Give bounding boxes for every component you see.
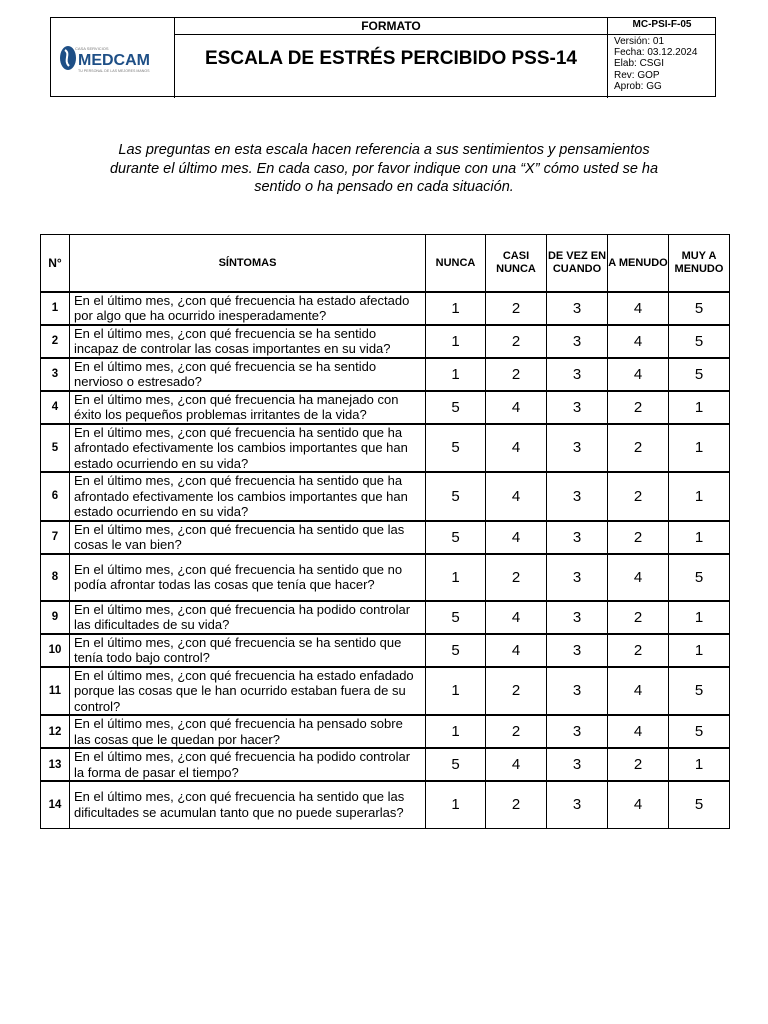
item-number: 2 — [41, 325, 70, 358]
item-number: 6 — [41, 472, 70, 521]
item-number: 9 — [41, 601, 70, 634]
document-meta — [608, 35, 716, 92]
title-cell — [175, 18, 608, 98]
item-number: 12 — [41, 715, 70, 748]
logo-cell — [51, 18, 175, 98]
score-casi-nunca[interactable]: 4 — [486, 634, 547, 667]
medcam-logo — [57, 42, 169, 82]
score-a-menudo[interactable]: 2 — [608, 601, 669, 634]
score-muy-a-menudo[interactable]: 5 — [669, 667, 730, 716]
document-meta-cell — [608, 18, 716, 98]
score-a-menudo[interactable]: 4 — [608, 715, 669, 748]
col-header-number: N° — [41, 235, 70, 292]
score-muy-a-menudo[interactable]: 1 — [669, 424, 730, 473]
score-nunca[interactable]: 1 — [426, 554, 486, 601]
table-row — [41, 325, 730, 358]
col-header-symptoms: SÍNTOMAS — [70, 235, 426, 292]
item-number: 1 — [41, 292, 70, 325]
item-question: En el último mes, ¿con qué frecuencia ha estado enfadado porque las cosas que le han ocurrido estaban fuera de su control? — [70, 667, 426, 716]
score-nunca[interactable]: 5 — [426, 424, 486, 473]
item-question: En el último mes, ¿con qué frecuencia ha pensado sobre las cosas que le quedan por hacer? — [70, 715, 426, 748]
score-de-vez-en-cuando[interactable]: 3 — [547, 325, 608, 358]
table-row — [41, 358, 730, 391]
meta-version: Versión: 01 — [614, 36, 665, 47]
meta-elab: Elab: CSGI — [614, 58, 665, 70]
score-muy-a-menudo[interactable]: 1 — [669, 391, 730, 424]
col-header-a-menudo: A MENUDO — [608, 235, 669, 292]
score-casi-nunca[interactable]: 2 — [486, 292, 547, 325]
score-muy-a-menudo[interactable]: 5 — [669, 292, 730, 325]
item-question: En el último mes, ¿con qué frecuencia se ha sentido nervioso o estresado? — [70, 358, 426, 391]
item-number: 4 — [41, 391, 70, 424]
document-header — [50, 17, 716, 97]
document-title: ESCALA DE ESTRÉS PERCIBIDO PSS-14 — [205, 48, 577, 69]
table-row — [41, 472, 730, 521]
score-casi-nunca[interactable]: 4 — [486, 521, 547, 554]
col-header-muy-a-menudo: MUY A MENUDO — [669, 235, 730, 292]
score-muy-a-menudo[interactable]: 1 — [669, 472, 730, 521]
table-row — [41, 781, 730, 828]
table-row — [41, 554, 730, 601]
score-a-menudo[interactable]: 4 — [608, 292, 669, 325]
score-a-menudo[interactable]: 4 — [608, 667, 669, 716]
score-de-vez-en-cuando[interactable]: 3 — [547, 748, 608, 781]
item-question: En el último mes, ¿con qué frecuencia ha sentido que ha afrontado efectivamente los cambios importantes que han estado ocurriendo en su vida? — [70, 424, 426, 473]
table-row — [41, 292, 730, 325]
table-row — [41, 521, 730, 554]
score-muy-a-menudo[interactable]: 1 — [669, 748, 730, 781]
score-muy-a-menudo[interactable]: 1 — [669, 521, 730, 554]
score-casi-nunca[interactable]: 4 — [486, 391, 547, 424]
score-casi-nunca[interactable]: 4 — [486, 424, 547, 473]
pss-table — [40, 234, 730, 829]
item-number: 10 — [41, 634, 70, 667]
score-a-menudo[interactable]: 4 — [608, 358, 669, 391]
score-casi-nunca[interactable]: 2 — [486, 554, 547, 601]
col-header-casi-nunca: CASI NUNCA — [486, 235, 547, 292]
score-nunca[interactable]: 5 — [426, 634, 486, 667]
item-question: En el último mes, ¿con qué frecuencia ha estado afectado por algo que ha ocurrido inesperadamente? — [70, 292, 426, 325]
item-number: 13 — [41, 748, 70, 781]
score-de-vez-en-cuando[interactable]: 3 — [547, 601, 608, 634]
score-a-menudo[interactable]: 2 — [608, 748, 669, 781]
score-a-menudo[interactable]: 2 — [608, 472, 669, 521]
score-de-vez-en-cuando[interactable]: 3 — [547, 715, 608, 748]
score-casi-nunca[interactable]: 4 — [486, 601, 547, 634]
item-question: En el último mes, ¿con qué frecuencia ha sentido que las dificultades se acumulan tanto que no puede superarlas? — [70, 781, 426, 828]
score-casi-nunca[interactable]: 4 — [486, 748, 547, 781]
score-a-menudo[interactable]: 4 — [608, 325, 669, 358]
score-de-vez-en-cuando[interactable]: 3 — [547, 391, 608, 424]
score-nunca[interactable]: 1 — [426, 667, 486, 716]
item-question: En el último mes, ¿con qué frecuencia ha sentido que ha afrontado efectivamente los cambios importantes que han estado ocurriendo en su vida? — [70, 472, 426, 521]
score-a-menudo[interactable]: 2 — [608, 634, 669, 667]
score-nunca[interactable]: 1 — [426, 292, 486, 325]
score-de-vez-en-cuando[interactable]: 3 — [547, 521, 608, 554]
item-number: 5 — [41, 424, 70, 473]
meta-date: Fecha: 03.12.2024 — [614, 47, 698, 59]
score-muy-a-menudo[interactable]: 1 — [669, 601, 730, 634]
table-row — [41, 667, 730, 716]
score-nunca[interactable]: 1 — [426, 358, 486, 391]
item-question: En el último mes, ¿con qué frecuencia ha sentido que no podía afrontar todas las cosas que tenía que hacer? — [70, 554, 426, 601]
format-label: FORMATO — [175, 18, 607, 35]
score-de-vez-en-cuando[interactable]: 3 — [547, 667, 608, 716]
table-row — [41, 634, 730, 667]
item-question: En el último mes, ¿con qué frecuencia ha sentido que las cosas le van bien? — [70, 521, 426, 554]
score-muy-a-menudo[interactable]: 5 — [669, 715, 730, 748]
item-question: En el último mes, ¿con qué frecuencia ha podido controlar las dificultades de su vida? — [70, 601, 426, 634]
item-number: 14 — [41, 781, 70, 828]
table-row — [41, 424, 730, 473]
score-de-vez-en-cuando[interactable]: 3 — [547, 292, 608, 325]
score-de-vez-en-cuando[interactable]: 3 — [547, 424, 608, 473]
score-nunca[interactable]: 1 — [426, 715, 486, 748]
document-code: MC-PSI-F-05 — [608, 18, 716, 35]
col-header-nunca: NUNCA — [426, 235, 486, 292]
score-nunca[interactable]: 1 — [426, 781, 486, 828]
item-question: En el último mes, ¿con qué frecuencia ha podido controlar la forma de pasar el tiempo? — [70, 748, 426, 781]
item-question: En el último mes, ¿con qué frecuencia se ha sentido que tenía todo bajo control? — [70, 634, 426, 667]
meta-aprob: Aprob: GG — [614, 80, 662, 92]
logo-tagline-bottom: TU PERSONAL DE LAS MEJORES MANOS — [78, 69, 150, 73]
table-header-row — [41, 235, 730, 292]
meta-rev: Rev: GOP — [614, 69, 660, 81]
score-casi-nunca[interactable]: 2 — [486, 781, 547, 828]
instructions-paragraph: Las preguntas en esta escala hacen referencia a sus sentimientos y pensamientos durante el último mes. En cada caso, por favor indique con una “X” cómo usted se ha sentido o ha pensado en cada situación. — [109, 142, 659, 195]
score-de-vez-en-cuando[interactable]: 3 — [547, 358, 608, 391]
table-body — [41, 292, 730, 829]
score-a-menudo[interactable]: 2 — [608, 391, 669, 424]
score-a-menudo[interactable]: 4 — [608, 554, 669, 601]
score-casi-nunca[interactable]: 4 — [486, 472, 547, 521]
item-number: 11 — [41, 667, 70, 716]
score-casi-nunca[interactable]: 2 — [486, 715, 547, 748]
table-row — [41, 601, 730, 634]
score-muy-a-menudo[interactable]: 1 — [669, 634, 730, 667]
score-nunca[interactable]: 5 — [426, 472, 486, 521]
logo-tagline-top: CASA SERVICIOS — [75, 46, 109, 51]
score-nunca[interactable]: 1 — [426, 325, 486, 358]
item-number: 7 — [41, 521, 70, 554]
score-nunca[interactable]: 5 — [426, 748, 486, 781]
table-row — [41, 748, 730, 781]
score-a-menudo[interactable]: 2 — [608, 424, 669, 473]
score-a-menudo[interactable]: 2 — [608, 521, 669, 554]
score-casi-nunca[interactable]: 2 — [486, 325, 547, 358]
score-de-vez-en-cuando[interactable]: 3 — [547, 781, 608, 828]
col-header-de-vez-en-cuando: DE VEZ EN CUANDO — [547, 235, 608, 292]
table-row — [41, 715, 730, 748]
score-de-vez-en-cuando[interactable]: 3 — [547, 634, 608, 667]
score-casi-nunca[interactable]: 2 — [486, 667, 547, 716]
score-casi-nunca[interactable]: 2 — [486, 358, 547, 391]
score-muy-a-menudo[interactable]: 5 — [669, 781, 730, 828]
item-number: 3 — [41, 358, 70, 391]
score-nunca[interactable]: 5 — [426, 391, 486, 424]
score-a-menudo[interactable]: 4 — [608, 781, 669, 828]
logo-wordmark: MEDCAM — [78, 52, 150, 69]
score-muy-a-menudo[interactable]: 5 — [669, 325, 730, 358]
score-muy-a-menudo[interactable]: 5 — [669, 554, 730, 601]
score-de-vez-en-cuando[interactable]: 3 — [547, 472, 608, 521]
item-number: 8 — [41, 554, 70, 601]
score-de-vez-en-cuando[interactable]: 3 — [547, 554, 608, 601]
table-row — [41, 391, 730, 424]
score-nunca[interactable]: 5 — [426, 601, 486, 634]
item-question: En el último mes, ¿con qué frecuencia ha manejado con éxito los pequeños problemas irritantes de la vida? — [70, 391, 426, 424]
score-muy-a-menudo[interactable]: 5 — [669, 358, 730, 391]
score-nunca[interactable]: 5 — [426, 521, 486, 554]
item-question: En el último mes, ¿con qué frecuencia se ha sentido incapaz de controlar las cosas importantes en su vida? — [70, 325, 426, 358]
